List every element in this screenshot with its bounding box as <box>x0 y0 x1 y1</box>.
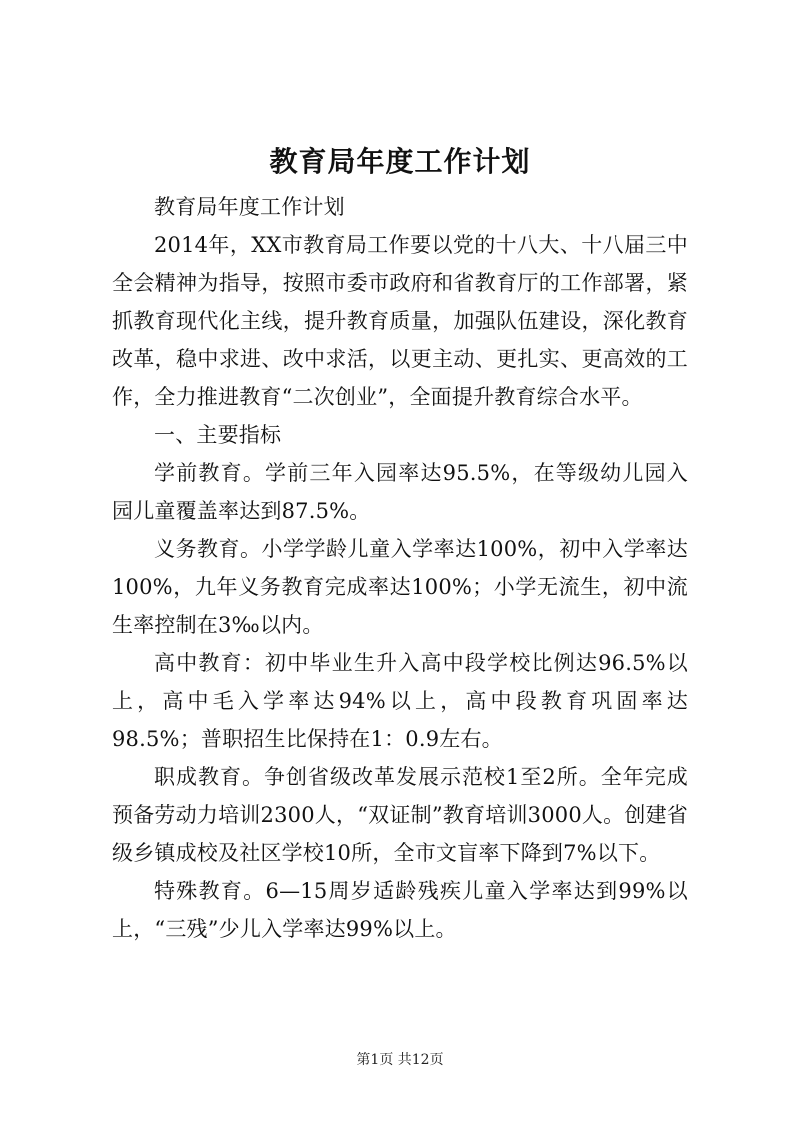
page-footer: 第1页 共12页 <box>356 1052 444 1068</box>
document-body <box>112 188 688 948</box>
paragraph-intro: 2014年，XX市教育局工作要以党的十八大、十八届三中全会精神为指导，按照市委市政府和省教育厅的工作部署，紧抓教育现代化主线，提升教育质量，加强队伍建设，深化教育改革，稳中求进、改中求活，以更主动、更扎实、更高效的工作，全力推进教育“二次创业”，全面提升教育综合水平。 <box>112 233 688 409</box>
section-heading-main-indicators: 一、主要指标 <box>154 423 282 447</box>
paragraph-preschool-education: 学前教育。学前三年入园率达95.5%，在等级幼儿园入园儿童覆盖率达到87.5%。 <box>112 461 688 523</box>
paragraph-compulsory-education: 义务教育。小学学龄儿童入学率达100%，初中入学率达100%，九年义务教育完成率达100%；小学无流生，初中流生率控制在3‰以内。 <box>112 537 688 637</box>
document-title: 教育局年度工作计划 <box>269 145 531 178</box>
paragraph-high-school-education: 高中教育：初中毕业生升入高中段学校比例达96.5%以上，高中毛入学率达94%以上，高中段教育巩固率达98.5%；普职招生比保持在1：0.9左右。 <box>112 651 688 751</box>
paragraph-vocational-adult-education: 职成教育。争创省级改革发展示范校1至2所。全年完成预备劳动力培训2300人，“双证制”教育培训3000人。创建省级乡镇成校及社区学校10所，全市文盲率下降到7%以下。 <box>112 765 688 865</box>
paragraph-special-education: 特殊教育。6—15周岁适龄残疾儿童入学率达到99%以上，“三残”少儿入学率达99%以上。 <box>112 879 688 941</box>
paragraph-subtitle: 教育局年度工作计划 <box>154 195 345 219</box>
